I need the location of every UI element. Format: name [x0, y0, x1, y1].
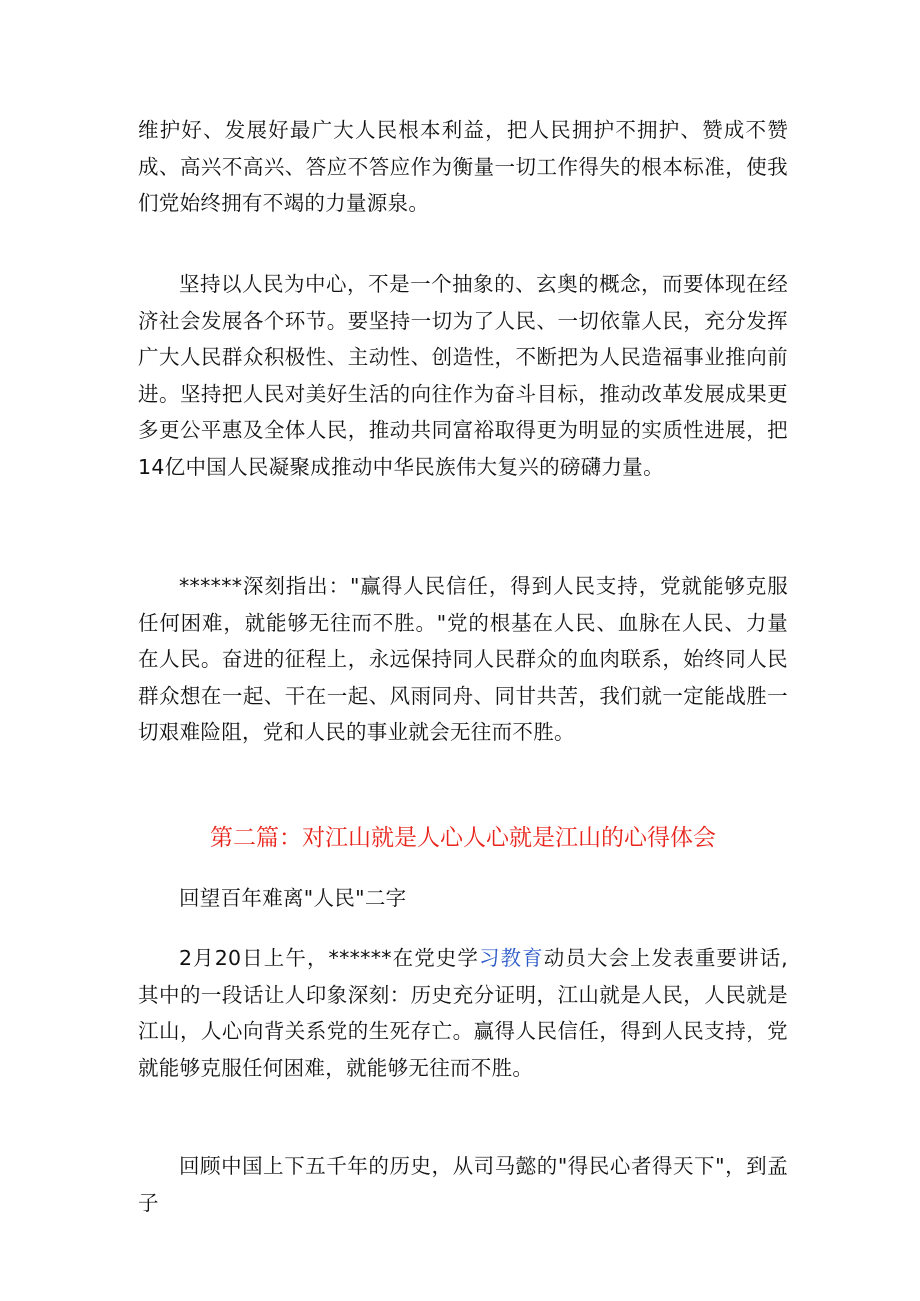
paragraph-4-text-start: 2月20日上午，******在党史学 — [179, 946, 479, 970]
section-heading: 第二篇：对江山就是人心人心就是江山的心得体会 — [210, 825, 716, 851]
paragraph-1: 维护好、发展好最广大人民根本利益，把人民拥护不拥护、赞成不赞成、高兴不高兴、答应不答应作为衡量一切工作得失的根本标准，使我们党始终拥有不竭的力量源泉。 — [138, 118, 788, 215]
paragraph-4-text-end: 动员大会上发表重要讲话,其中的一段话让人印象深刻：历史充分证明，江山就是人民，人民就是江山，人心向背关系党的生死存亡。赢得人民信任，得到人民支持，党就能够克服任何困难，就能够无往而不胜。 — [138, 946, 788, 1080]
section-subtitle: 回望百年难离"人民"二字 — [179, 886, 407, 910]
paragraph-2: 坚持以人民为中心，不是一个抽象的、玄奥的概念，而要体现在经济社会发展各个环节。要坚持一切为了人民、一切依靠人民，充分发挥广大人民群众积极性、主动性、创造性，不断把为人民造福事业推向前进。坚持把人民对美好生活的向往作为奋斗目标，推动改革发展成果更多更公平惠及全体人民，推动共同富裕取得更为明显的实质性进展，把14亿中国人民凝聚成推动中华民族伟大复兴的磅礴力量。 — [138, 272, 788, 479]
education-link[interactable]: 习教育 — [478, 946, 544, 970]
paragraph-5: 回顾中国上下五千年的历史，从司马懿的"得民心者得天下"，到孟子 — [138, 1154, 788, 1215]
paragraph-4 — [138, 940, 788, 1086]
paragraph-3: ******深刻指出："赢得人民信任，得到人民支持，党就能够克服任何困难，就能够无往而不胜。"党的根基在人民、血脉在人民、力量在人民。奋进的征程上，永远保持同人民群众的血肉联系，始终同人民群众想在一起、干在一起、风雨同舟、同甘共苦，我们就一定能战胜一切艰难险阻，党和人民的事业就会无往而不胜。 — [138, 574, 788, 744]
